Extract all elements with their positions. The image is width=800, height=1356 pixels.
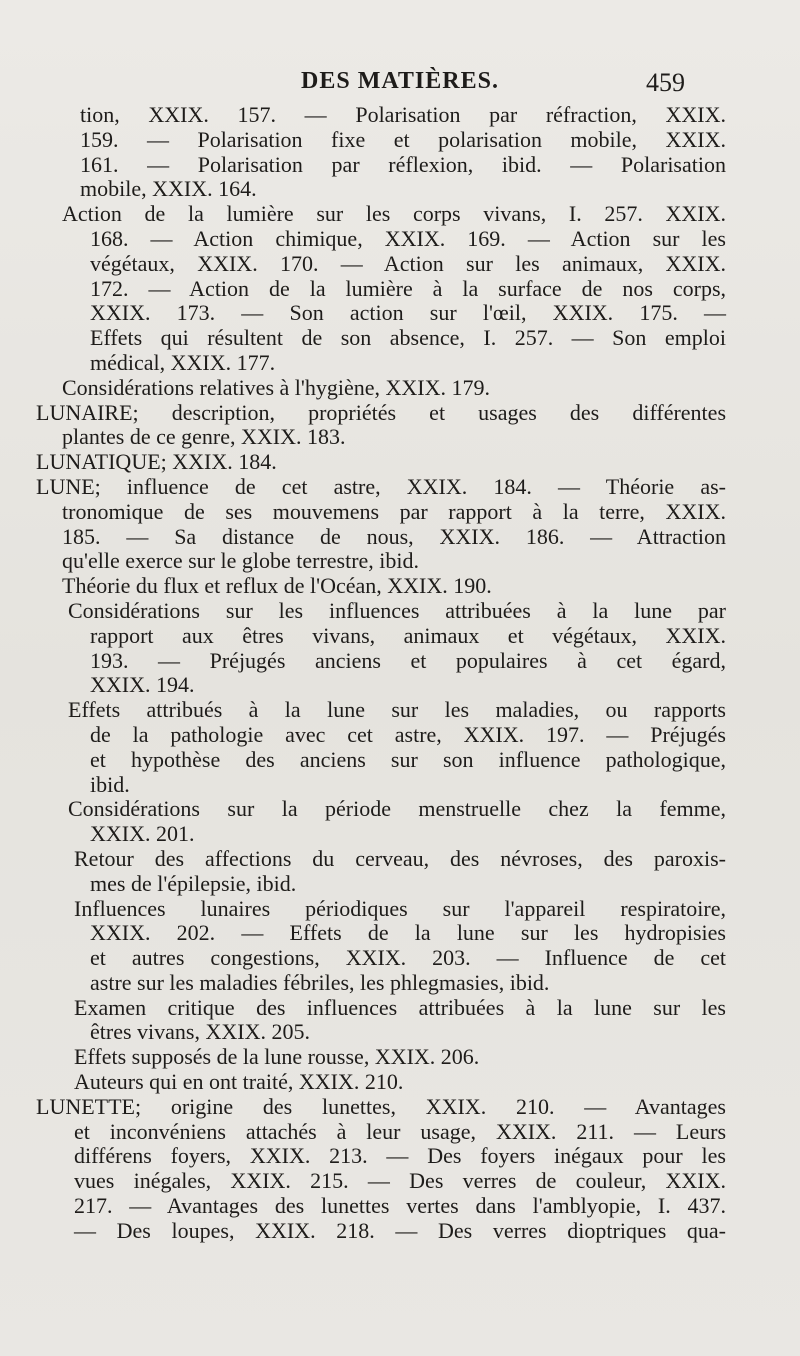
index-line: végétaux, XXIX. 170. — Action sur les animaux, XXIX. bbox=[90, 250, 726, 276]
index-line: tronomique de ses mouvemens par rapport à la terre, XXIX. bbox=[62, 498, 726, 524]
index-line: différens foyers, XXIX. 213. — Des foyers inégaux pour les bbox=[74, 1143, 726, 1169]
index-line: Théorie du flux et reflux de l'Océan, XXIX. 190. bbox=[62, 573, 492, 599]
index-line: LUNETTE; origine des lunettes, XXIX. 210. — Avantages bbox=[36, 1093, 726, 1119]
index-line: plantes de ce genre, XXIX. 183. bbox=[62, 424, 346, 450]
index-line: astre sur les maladies fébriles, les phlegmasies, ibid. bbox=[90, 969, 550, 995]
index-line: 159. — Polarisation fixe et polarisation mobile, XXIX. bbox=[80, 126, 726, 152]
index-line: Considérations relatives à l'hygiène, XXIX. 179. bbox=[62, 374, 490, 400]
index-line: XXIX. 201. bbox=[90, 821, 195, 847]
index-line: de la pathologie avec cet astre, XXIX. 197. — Préjugés bbox=[90, 721, 726, 747]
index-line: 161. — Polarisation par réflexion, ibid. — Polarisation bbox=[80, 151, 726, 177]
running-title: DES MATIÈRES. bbox=[301, 68, 499, 94]
index-line: mobile, XXIX. 164. bbox=[80, 176, 257, 202]
index-line: et inconvéniens attachés à leur usage, XXIX. 211. — Leurs bbox=[74, 1118, 726, 1144]
index-line: vues inégales, XXIX. 215. — Des verres de couleur, XXIX. bbox=[74, 1168, 726, 1194]
index-line: 185. — Sa distance de nous, XXIX. 186. — Attraction bbox=[62, 523, 726, 549]
index-line: Influences lunaires périodiques sur l'appareil respiratoire, bbox=[74, 895, 726, 921]
index-line: LUNAIRE; description, propriétés et usages des différentes bbox=[36, 399, 726, 425]
index-line: XXIX. 173. — Son action sur l'œil, XXIX. 175. — bbox=[90, 300, 726, 326]
index-line: Effets supposés de la lune rousse, XXIX. 206. bbox=[74, 1044, 480, 1070]
index-line: 217. — Avantages des lunettes vertes dans l'amblyopie, I. 437. bbox=[74, 1193, 726, 1219]
index-line: Auteurs qui en ont traité, XXIX. 210. bbox=[74, 1069, 404, 1095]
index-line: mes de l'épilepsie, ibid. bbox=[90, 870, 297, 896]
index-line: médical, XXIX. 177. bbox=[90, 349, 276, 375]
index-line: 193. — Préjugés anciens et populaires à cet égard, bbox=[90, 647, 726, 673]
index-line: tion, XXIX. 157. — Polarisation par réfraction, XXIX. bbox=[80, 102, 726, 127]
index-line: rapport aux êtres vivans, animaux et végétaux, XXIX. bbox=[90, 622, 726, 648]
index-line: Effets attribués à la lune sur les maladies, ou rapports bbox=[68, 697, 726, 723]
index-line: Action de la lumière sur les corps vivans, I. 257. XXIX. bbox=[62, 201, 726, 227]
index-line: et hypothèse des anciens sur son influence pathologique, bbox=[90, 746, 726, 772]
index-line: ibid. bbox=[90, 771, 130, 797]
index-line: LUNATIQUE; XXIX. 184. bbox=[36, 449, 277, 475]
index-line: Examen critique des influences attribuées à la lune sur les bbox=[74, 994, 726, 1020]
index-line: 168. — Action chimique, XXIX. 169. — Action sur les bbox=[90, 225, 726, 251]
index-line: Retour des affections du cerveau, des névroses, des paroxis- bbox=[74, 845, 726, 871]
index-line: Effets qui résultent de son absence, I. 257. — Son emploi bbox=[90, 325, 726, 351]
index-line: XXIX. 202. — Effets de la lune sur les hydropisies bbox=[90, 920, 726, 946]
index-line: et autres congestions, XXIX. 203. — Influence de cet bbox=[90, 945, 726, 971]
index-line: — Des loupes, XXIX. 218. — Des verres dioptriques qua- bbox=[74, 1217, 726, 1243]
index-line: LUNE; influence de cet astre, XXIX. 184. — Théorie as- bbox=[36, 473, 726, 499]
page-number: 459 bbox=[646, 68, 685, 97]
index-line: êtres vivans, XXIX. 205. bbox=[90, 1019, 310, 1045]
index-line: XXIX. 194. bbox=[90, 672, 195, 698]
index-line: qu'elle exerce sur le globe terrestre, ibid. bbox=[62, 548, 420, 574]
index-text-block bbox=[36, 103, 726, 1244]
index-line: Considérations sur la période menstruelle chez la femme, bbox=[68, 796, 726, 822]
index-line: 172. — Action de la lumière à la surface de nos corps, bbox=[90, 275, 726, 301]
index-line: Considérations sur les influences attribuées à la lune par bbox=[68, 597, 726, 623]
